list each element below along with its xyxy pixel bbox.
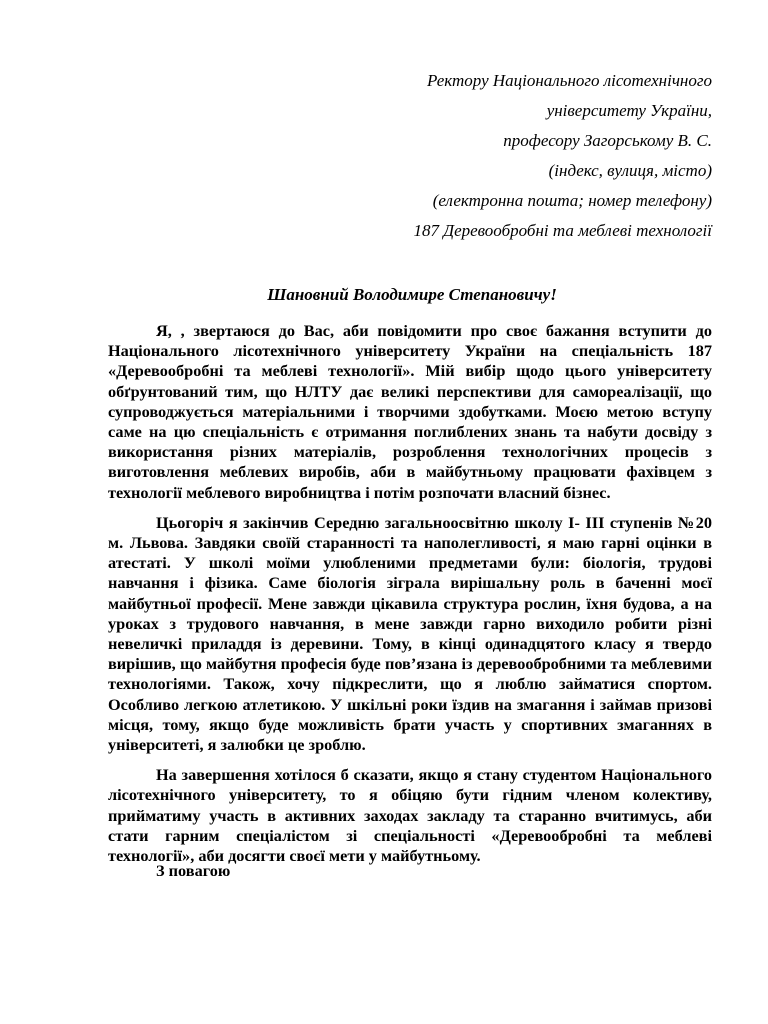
closing-phrase: З повагою xyxy=(156,861,231,880)
body-paragraph-conclusion: На завершення хотілося б сказати, якщо я стану студентом Національного лісотехнічного університету, то я обіцяю бути гідним членом колективу, прийматиму участь в активних заходах закладу та старанно вчитимусь, аби стати гарним спеціалістом зі спеціальності «Деревообробні та меблеві технології», аби досягти своєї мети у майбутньому. xyxy=(108,765,712,866)
greeting: Шановний Володимире Степановичу! xyxy=(267,285,557,304)
addressee-line-address: (індекс, вулиця, місто) xyxy=(548,161,712,180)
addressee-line-rector: Ректору Національного лісотехнічного xyxy=(426,71,712,90)
addressee-line-professor: професору Загорському В. С. xyxy=(503,131,712,150)
body-paragraph-intro: Я, , звертаюся до Вас, аби повідомити про своє бажання вступити до Національного лісотехнічного університету України на спеціальність 187 «Деревообробні та меблеві технології». Мій вибір щодо цього університету обґрунтований тим, що НЛТУ дає великі перспективи для самореалізації, що супроводжується матеріальними і творчими здобутками. Моєю метою вступу саме на цю спеціальність є отримання поглиблених знань та набути досвіду з використання різних матеріалів, розроблення технологічних процесів з виготовлення меблевих виробів, аби в майбутньому працювати фахівцем з технології меблевого виробництва і потім розпочати власний бізнес. xyxy=(108,321,712,502)
letter-body xyxy=(108,321,712,876)
body-paragraph-school: Цьогоріч я закінчив Середню загальноосвітню школу І- ІІІ ступенів №20 м. Львова. Завдяки своїй старанності та наполегливості, я маю гарні оцінки в атестаті. У школі моїми улюбленими предметами були: біологія, трудові навчання і фізика. Саме біологія зіграла вирішальну роль в баченні моєї майбутньої професії. Мене завжди цікавила структура рослин, їхня будова, а на уроках з трудового навчання, в мене завжди гарно виходило робити різні невеличкі приладдя із деревини. Тому, в кінці одинадцятого класу я твердо вирішив, що майбутня професія буде пов’язана із деревообробними та меблевими технологіями. Також, хочу підкреслити, що я люблю займатися спортом. Особливо легкою атлетикою. У шкільні роки їздив на змагання і займав призові місця, тому, якщо буде можливість брати участь у спортивних змаганнях в університеті, я залюбки це зроблю. xyxy=(108,512,712,755)
addressee-line-contacts: (електронна пошта; номер телефону) xyxy=(432,191,712,210)
addressee-line-university: університету України, xyxy=(546,101,712,120)
addressee-block xyxy=(292,66,712,246)
addressee-line-specialty: 187 Деревообробні та меблеві технології xyxy=(413,221,712,240)
